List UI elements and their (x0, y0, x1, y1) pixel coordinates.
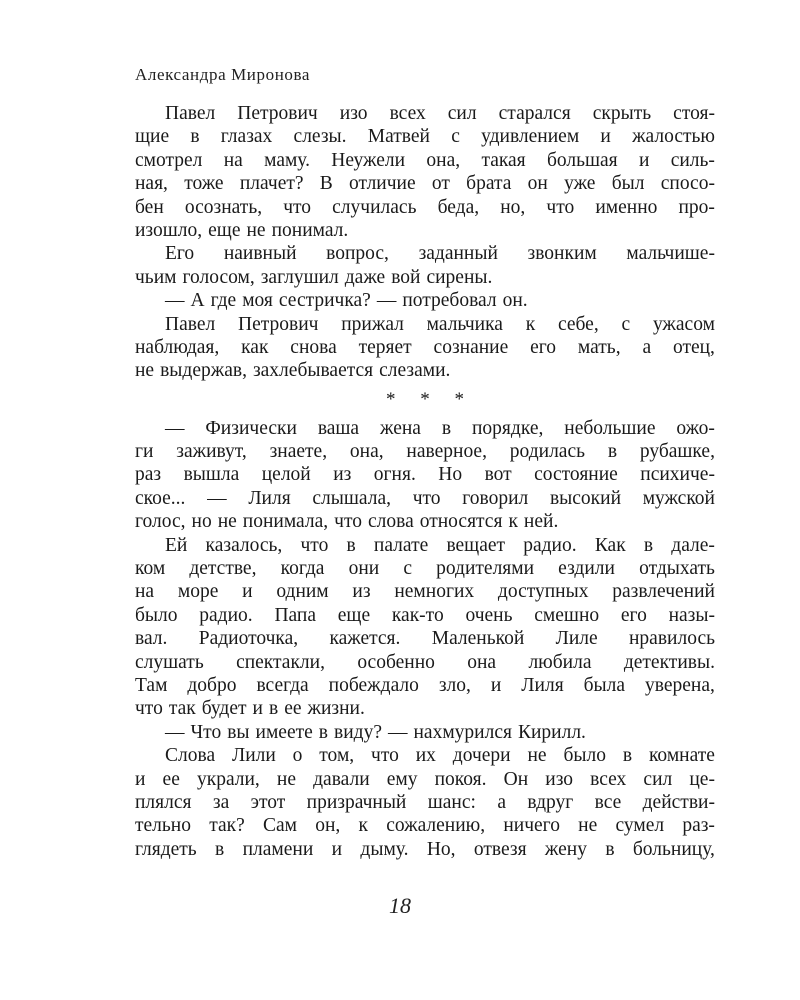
text-line: голос, но не понимала, что слова относятся к ней. (135, 511, 559, 533)
text-line: было радио. Папа еще как-то очень смешно его назы- (135, 604, 715, 626)
text-line: щие в глазах слезы. Матвей с удивлением и жалостью (135, 126, 715, 148)
text-line: наблюдая, как снова теряет сознание его мать, а отец, (135, 336, 715, 358)
text-line: — Что вы имеете в виду? — нахмурился Кирилл. (165, 721, 586, 743)
text-line: Павел Петрович изо всех сил старался скрыть стоя- (165, 103, 715, 124)
text-line: чьим голосом, заглушил даже вой сирены. (135, 266, 493, 288)
text-line: — Физически ваша жена в порядке, небольшие ожо- (165, 417, 715, 439)
text-line: раз вышла целой из огня. Но вот состояние психиче- (135, 464, 715, 486)
section-separator: * * * (386, 388, 474, 410)
text-line: Его наивный вопрос, заданный звонким мальчише- (165, 243, 715, 265)
text-line: ком детстве, когда они с родителями ездили отдыхать (135, 558, 715, 580)
text-line: Там добро всегда побеждало зло, и Лиля была уверена, (135, 674, 715, 696)
text-line: тельно так? Сам он, к сожалению, ничего не сумел раз- (135, 815, 715, 837)
page-number: 18 (389, 893, 411, 918)
text-line: глядеть в пламени и дыму. Но, отвезя жену в больницу, (135, 838, 715, 860)
text-line: что так будет и в ее жизни. (135, 698, 365, 720)
text-line: Павел Петрович прижал мальчика к себе, с ужасом (165, 313, 715, 335)
text-line: ги заживут, знаете, она, наверное, родилась в рубашке, (135, 441, 715, 463)
text-line: бен осознать, что случилась беда, но, что именно про- (135, 196, 715, 218)
text-line: смотрел на маму. Неужели она, такая большая и силь- (135, 149, 715, 171)
body-text (135, 102, 715, 861)
text-line: плялся за этот призрачный шанс: а вдруг все действи- (135, 791, 715, 813)
text-line: изошло, еще не понимал. (135, 219, 349, 241)
text-line: Ей казалось, что в палате вещает радио. Как в дале- (165, 534, 715, 556)
text-line: Слова Лили о том, что их дочери не было в комнате (165, 745, 715, 767)
text-line: вал. Радиоточка, кажется. Маленькой Лиле нравилось (135, 628, 715, 650)
text-line: не выдержав, захлебывается слезами. (135, 360, 451, 382)
text-line: ское... — Лиля слышала, что говорил высокий мужской (135, 487, 715, 509)
text-line: на море и одним из немногих доступных развлечений (135, 581, 715, 603)
text-line: и ее украли, не давали ему покоя. Он изо всех сил це- (135, 768, 715, 790)
text-line: ная, тоже плачет? В отличие от брата он уже был спосо- (135, 173, 715, 195)
text-line: — А где моя сестричка? — потребовал он. (165, 290, 528, 312)
running-head-author: Александра Миронова (135, 65, 311, 84)
text-line: слушать спектакли, особенно она любила детективы. (135, 651, 715, 673)
